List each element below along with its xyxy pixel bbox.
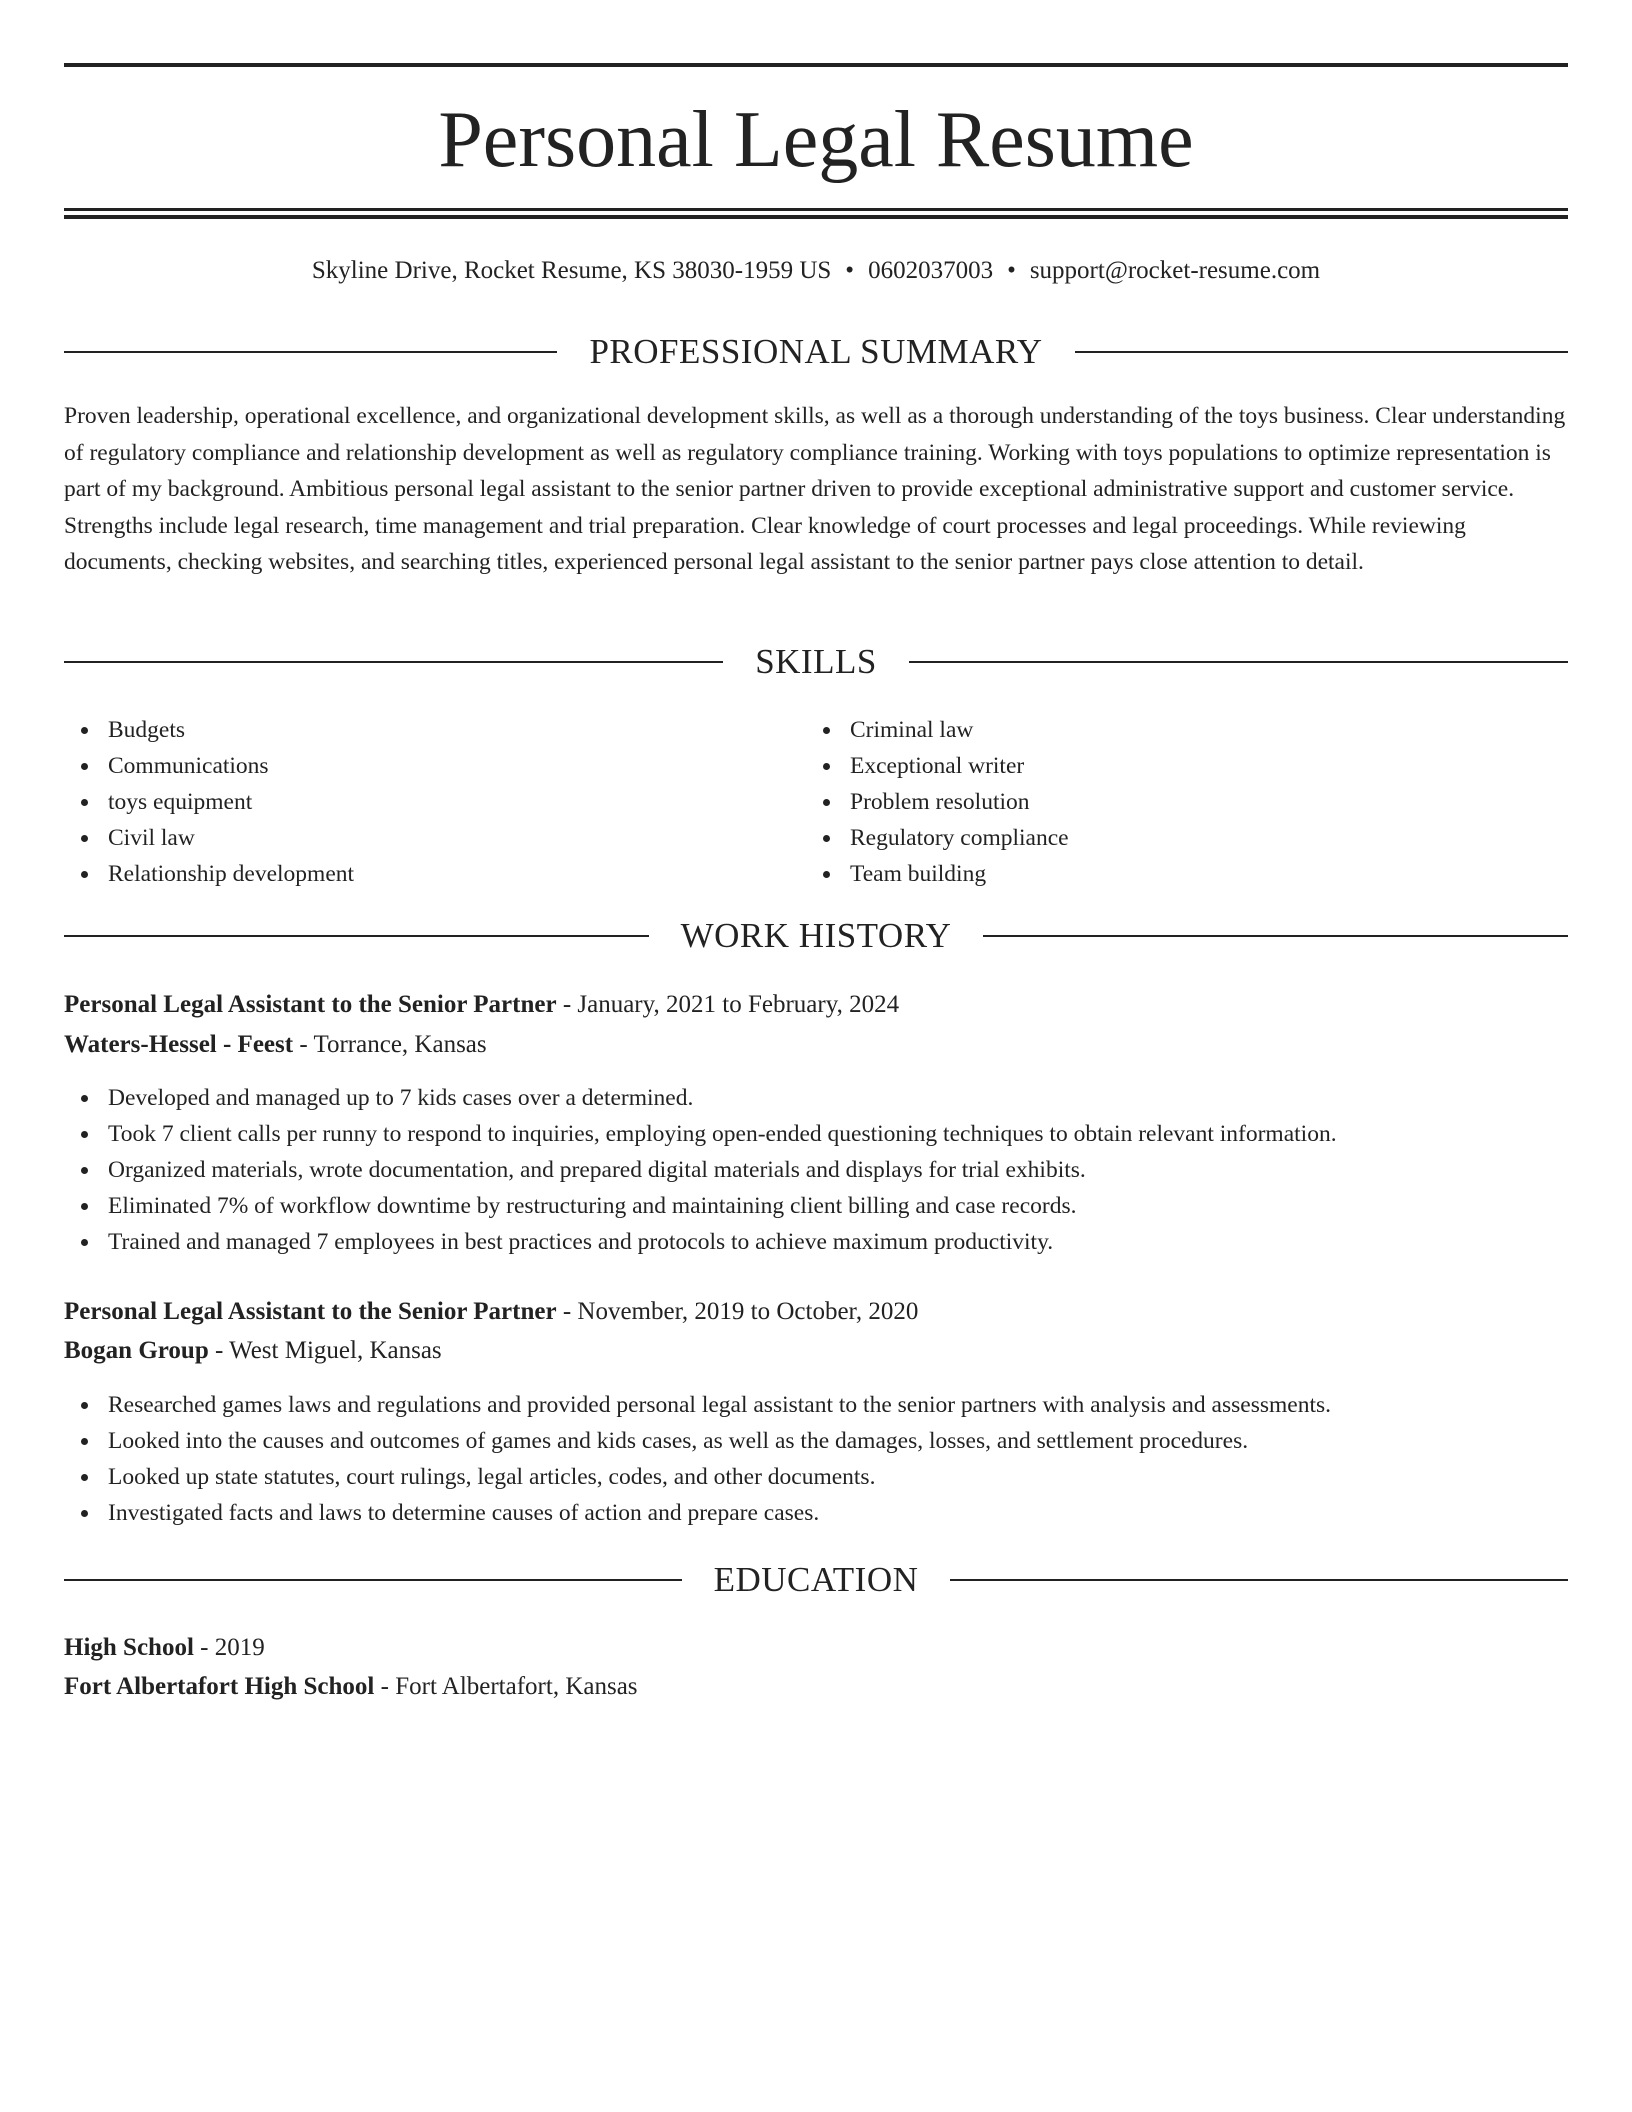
section-heading-skills xyxy=(64,640,1568,684)
list-item: Investigated facts and laws to determine causes of action and prepare cases. xyxy=(64,1495,1331,1531)
list-item: Civil law xyxy=(64,820,354,856)
divider-line xyxy=(64,1579,682,1581)
separator: • xyxy=(845,257,855,284)
list-item: Problem resolution xyxy=(806,784,1069,820)
list-item: Developed and managed up to 7 kids cases over a determined. xyxy=(64,1080,1337,1116)
section-title: PROFESSIONAL SUMMARY xyxy=(589,332,1043,371)
top-rule xyxy=(64,63,1568,67)
section-title: SKILLS xyxy=(755,642,877,681)
list-item: Eliminated 7% of workflow downtime by restructuring and maintaining client billing and case records. xyxy=(64,1188,1337,1224)
address: Skyline Drive, Rocket Resume, KS 38030-1959 US xyxy=(311,257,832,284)
job-title-line xyxy=(64,987,899,1023)
dash: - xyxy=(374,1673,396,1700)
divider-line xyxy=(909,661,1568,663)
list-item: Exceptional writer xyxy=(806,748,1069,784)
company-line xyxy=(64,1027,487,1063)
list-item: Looked up state statutes, court rulings, legal articles, codes, and other documents. xyxy=(64,1459,1331,1495)
job-dates: January, 2021 to February, 2024 xyxy=(577,991,900,1018)
dash: - xyxy=(556,1298,578,1325)
section-heading-education xyxy=(64,1558,1568,1602)
contact-line xyxy=(64,254,1568,288)
section-title: WORK HISTORY xyxy=(680,916,952,955)
job-dates: November, 2019 to October, 2020 xyxy=(577,1298,919,1325)
school-name: Fort Albertafort High School xyxy=(64,1673,375,1700)
school-location: Fort Albertafort, Kansas xyxy=(395,1673,638,1700)
list-item: Budgets xyxy=(64,712,354,748)
list-item: Relationship development xyxy=(64,856,354,892)
list-item: Team building xyxy=(806,856,1069,892)
phone: 0602037003 xyxy=(868,257,994,284)
job-title: Personal Legal Assistant to the Senior Partner xyxy=(64,1298,557,1325)
divider-line xyxy=(1075,351,1568,353)
resume-title: Personal Legal Resume xyxy=(438,96,1194,184)
divider-line xyxy=(64,935,649,937)
skills-list-left xyxy=(64,712,354,892)
section-heading-summary xyxy=(64,330,1568,374)
divider-line xyxy=(983,935,1568,937)
list-item: Took 7 client calls per runny to respond to inquiries, employing open-ended questioning techniques to obtain relevant information. xyxy=(64,1116,1337,1152)
section-heading-work xyxy=(64,914,1568,958)
divider-line xyxy=(950,1579,1568,1581)
email: support@rocket-resume.com xyxy=(1029,257,1321,284)
list-item: Researched games laws and regulations and provided personal legal assistant to the senior partners with analysis and assessments. xyxy=(64,1387,1331,1423)
company-line xyxy=(64,1333,442,1369)
job-bullets xyxy=(64,1387,1331,1531)
dash: - xyxy=(293,1031,314,1058)
degree: High School xyxy=(64,1634,194,1661)
list-item: Trained and managed 7 employees in best practices and protocols to achieve maximum productivity. xyxy=(64,1224,1337,1260)
list-item: toys equipment xyxy=(64,784,354,820)
degree-line xyxy=(64,1630,265,1666)
list-item: Organized materials, wrote documentation, and prepared digital materials and displays for trial exhibits. xyxy=(64,1152,1337,1188)
company-name: Bogan Group xyxy=(64,1337,209,1364)
divider-line xyxy=(64,351,557,353)
dash: - xyxy=(556,991,578,1018)
summary-text: Proven leadership, operational excellence, and organizational development skills, as well as a thorough understanding of the toys business. Clear understanding of regulatory compliance and relationship development as well as regulatory compliance training. Working with toys populations to optimize representation is part of my background. Ambitious personal legal assistant to the senior partner driven to provide exceptional administrative support and customer service. Strengths include legal research, time management and trial preparation. Clear knowledge of court processes and legal proceedings. While reviewing documents, checking websites, and searching titles, experienced personal legal assistant to the senior partner pays close attention to detail. xyxy=(64,403,1566,575)
double-rule xyxy=(64,208,1568,219)
company-location: West Miguel, Kansas xyxy=(229,1337,442,1364)
company-location: Torrance, Kansas xyxy=(313,1031,487,1058)
divider-line xyxy=(64,661,723,663)
section-title: EDUCATION xyxy=(713,1560,919,1599)
job-title: Personal Legal Assistant to the Senior Partner xyxy=(64,991,557,1018)
school-line xyxy=(64,1669,638,1705)
list-item: Regulatory compliance xyxy=(806,820,1069,856)
list-item: Criminal law xyxy=(806,712,1069,748)
list-item: Looked into the causes and outcomes of games and kids cases, as well as the damages, losses, and settlement procedures. xyxy=(64,1423,1331,1459)
graduation-year: 2019 xyxy=(214,1634,265,1661)
company-name: Waters-Hessel - Feest xyxy=(64,1031,294,1058)
dash: - xyxy=(193,1634,215,1661)
separator: • xyxy=(1007,257,1016,284)
list-item: Communications xyxy=(64,748,354,784)
job-title-line xyxy=(64,1294,918,1330)
dash: - xyxy=(208,1337,230,1364)
skills-list-right xyxy=(806,712,1069,892)
job-bullets xyxy=(64,1080,1337,1260)
